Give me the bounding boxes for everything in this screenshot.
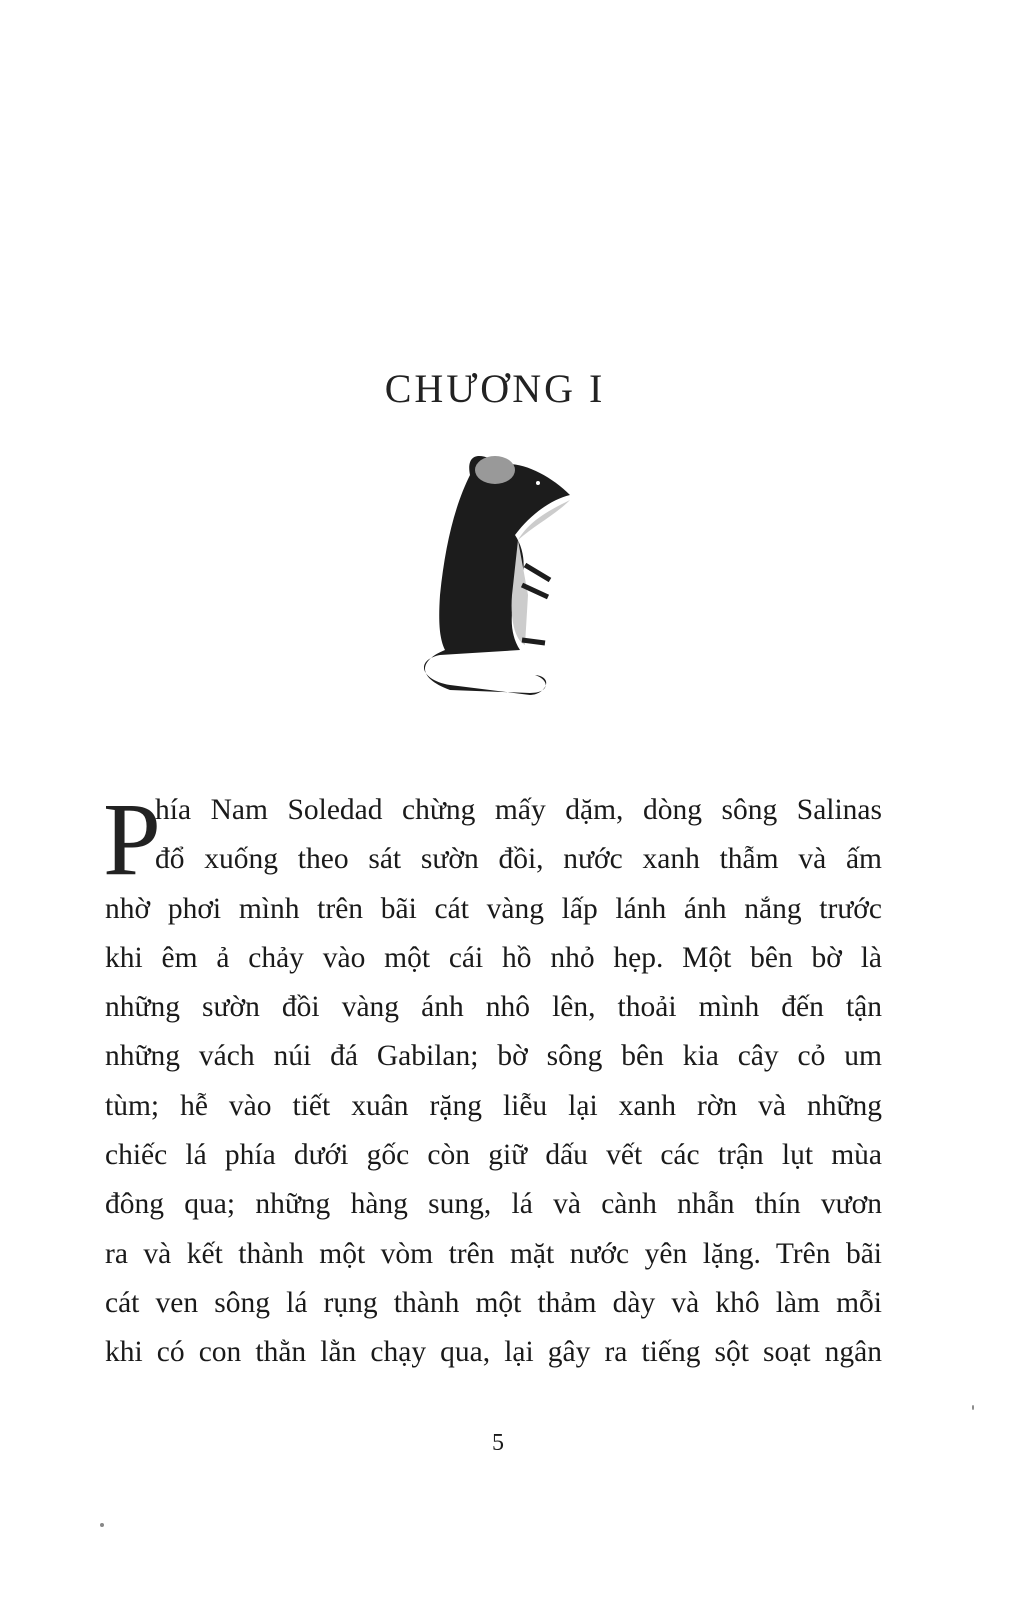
text-line: khi có con thằn lằn chạy qua, lại gây ra tiếng sột soạt ngân xyxy=(105,1336,882,1369)
text-line: chiếc lá phía dưới gốc còn giữ dấu vết các trận lụt mùa xyxy=(105,1139,882,1172)
scan-speck xyxy=(100,1523,104,1527)
body-text xyxy=(103,782,882,1378)
drop-cap: P xyxy=(103,782,161,897)
text-line: đổ xuống theo sát sườn đồi, nước xanh thẫm và ấm xyxy=(155,843,882,876)
chapter-title: CHƯƠNG I xyxy=(384,366,606,411)
text-line: nhờ phơi mình trên bãi cát vàng lấp lánh ánh nắng trước xyxy=(105,892,882,925)
scan-speck xyxy=(972,1405,974,1410)
text-line: ra và kết thành một vòm trên mặt nước yên lặng. Trên bãi xyxy=(105,1237,882,1270)
mouse-illustration xyxy=(410,445,590,695)
text-line: khi êm ả chảy vào một cái hồ nhỏ hẹp. Một bên bờ là xyxy=(105,941,882,974)
text-line: hía Nam Soledad chừng mấy dặm, dòng sông Salinas xyxy=(155,794,882,826)
text-line: tùm; hễ vào tiết xuân rặng liễu lại xanh rờn và những xyxy=(105,1089,882,1122)
text-line: đông qua; những hàng sung, lá và cành nhẫn thín vươn xyxy=(105,1188,882,1221)
text-line: cát ven sông lá rụng thành một thảm dày và khô làm mỗi xyxy=(105,1286,882,1319)
text-line: những vách núi đá Gabilan; bờ sông bên kia cây cỏ um xyxy=(105,1040,882,1073)
page-number: 5 xyxy=(492,1430,504,1456)
text-line: những sườn đồi vàng ánh nhô lên, thoải mình đến tận xyxy=(105,991,882,1024)
